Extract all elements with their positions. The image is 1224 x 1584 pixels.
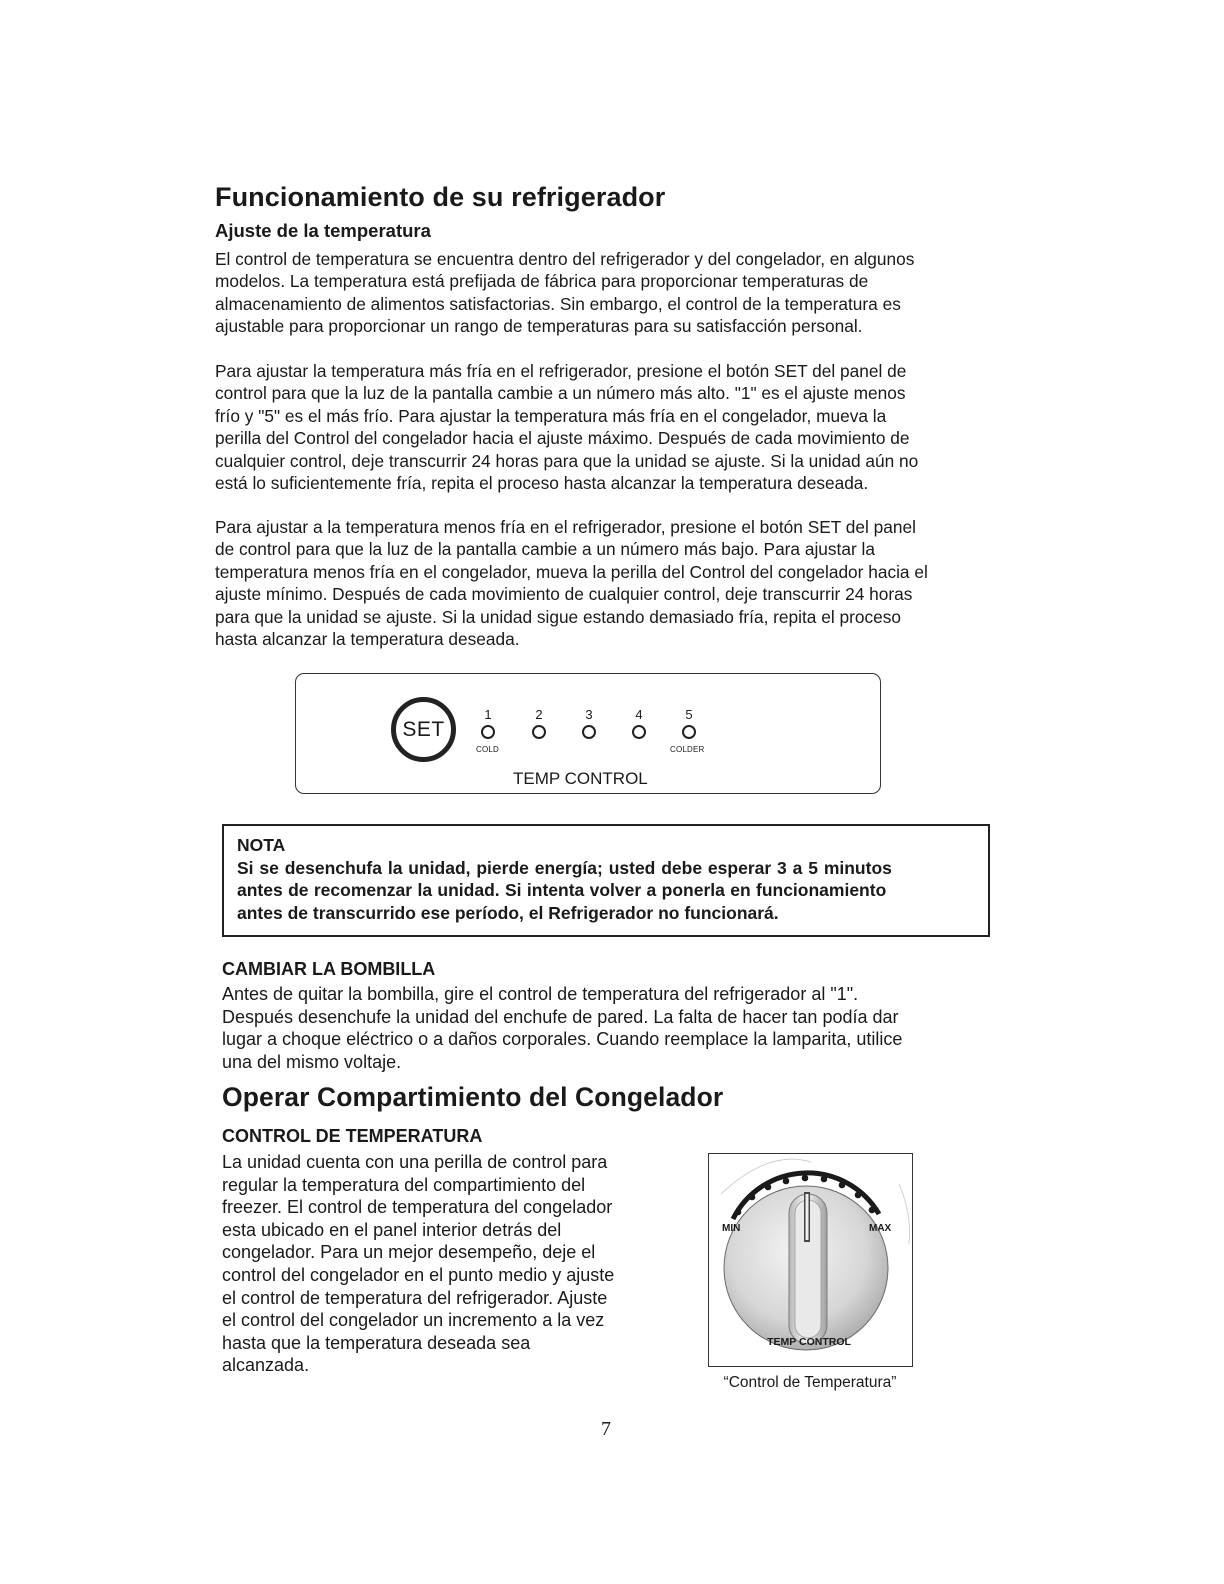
text-line: ajustable para proporcionar un rango de temperaturas para su satisfacción personal.	[215, 316, 863, 337]
dial-illustration	[709, 1154, 913, 1367]
set-button[interactable]: SET	[391, 697, 456, 762]
text-line: modelos. La temperatura está prefijada de fábrica para proporcionar temperaturas de	[215, 271, 869, 292]
level-indicator-5	[682, 725, 696, 739]
text-line: frío y "5" es el más frío. Para ajustar la temperatura más fría en el congelador, mueva la	[215, 405, 887, 426]
text-line: el control del congelador un incremento a la vez	[222, 1310, 605, 1331]
text-line: almacenamiento de alimentos satisfactorias. Sin embargo, el control de la temperatura es	[215, 293, 901, 314]
level-indicator-4	[632, 725, 646, 739]
text-line: control del congelador en el punto medio y ajuste	[222, 1264, 615, 1285]
text-line: está lo suficientemente fría, repita el proceso hasta alcanzar la temperatura deseada.	[215, 473, 869, 494]
section-subtitle: Ajuste de la temperatura	[215, 220, 431, 241]
text-line: congelador. Para un mejor desempeño, deje el	[222, 1242, 596, 1263]
text-line: temperatura menos fría en el congelador, mueva la perilla del Control del congelador hacia el	[215, 561, 928, 582]
text-line: lugar a choque eléctrico o a daños corporales. Cuando reemplace la lamparita, utilice	[222, 1029, 903, 1050]
text-line: Antes de quitar la bombilla, gire el control de temperatura del refrigerador al "1".	[222, 984, 859, 1004]
text-line: ajuste mínimo. Después de cada movimiento de cualquier control, deje transcurrir 24 horas	[215, 584, 913, 605]
level-number-1: 1	[484, 707, 492, 722]
level-indicator-2	[532, 725, 546, 739]
section-title: Operar Compartimiento del Congelador	[222, 1082, 724, 1112]
dial-min-label: MIN	[722, 1223, 741, 1234]
text-line: el control de temperatura del refrigerador. Ajuste	[222, 1287, 608, 1308]
text-line: Para ajustar a la temperatura menos fría en el refrigerador, presione el botón SET del panel	[215, 517, 916, 537]
note-title: NOTA	[237, 835, 286, 855]
text-line: esta ubicado en el panel interior detrás del	[222, 1219, 562, 1240]
level-number-3: 3	[585, 707, 593, 722]
text-line: cualquier control, deje transcurrir 24 horas para que la unidad se ajuste. Si la unidad aún no	[215, 450, 919, 471]
paragraph-1	[215, 248, 914, 338]
bulb-paragraph	[222, 983, 902, 1073]
cold-label: COLD	[476, 745, 500, 754]
bulb-title: CAMBIAR LA BOMBILLA	[222, 959, 436, 979]
text-line: alcanzada.	[222, 1355, 310, 1376]
text-line: freezer. El control de temperatura del congelador	[222, 1197, 613, 1218]
page-number: 7	[601, 1418, 611, 1440]
level-number-2: 2	[535, 707, 543, 722]
text-line: hasta que la temperatura deseada sea	[222, 1332, 531, 1353]
figure-caption: “Control de Temperatura”	[723, 1374, 897, 1391]
level-indicator-1	[481, 725, 495, 739]
text-line: La unidad cuenta con una perilla de control para	[222, 1152, 608, 1172]
text-line: El control de temperatura se encuentra dentro del refrigerador y del congelador, en algunos	[215, 249, 915, 269]
bg-arc	[899, 1184, 910, 1244]
level-number-5: 5	[685, 707, 693, 722]
text-line: hasta alcanzar la temperatura deseada.	[215, 629, 520, 650]
text-line: para que la unidad se ajuste. Si la unidad sigue estando demasiado fría, repita el proceso	[215, 606, 901, 627]
text-line: una del mismo voltaje.	[222, 1051, 402, 1072]
note-line: antes de transcurrido ese período, el Refrigerador no funcionará.	[237, 902, 779, 923]
dial-title: TEMP CONTROL	[767, 1336, 851, 1348]
note-box	[222, 824, 990, 937]
dial-max-label: MAX	[869, 1223, 892, 1234]
temp-control-dial-figure	[708, 1153, 913, 1367]
paragraph-3	[215, 516, 928, 650]
text-line: Después desenchufe la unidad del enchufe de pared. La falta de hacer tan podía dar	[222, 1006, 899, 1027]
text-line: perilla del Control del congelador hacia el ajuste máximo. Después de cada movimiento de	[215, 428, 910, 449]
level-number-4: 4	[635, 707, 643, 722]
text-line: de control para que la luz de la pantalla cambie a un número más bajo. Para ajustar la	[215, 539, 875, 560]
text-line: regular la temperatura del compartimiento del	[222, 1174, 586, 1195]
paragraph-2	[215, 360, 918, 494]
text-line: control para que la luz de la pantalla cambie a un número más alto. "1" es el ajuste menos	[215, 383, 906, 404]
text-line: Para ajustar la temperatura más fría en el refrigerador, presione el botón SET del panel de	[215, 361, 907, 381]
page-title: Funcionamiento de su refrigerador	[215, 182, 666, 212]
level-indicator-3	[582, 725, 596, 739]
note-line: Si se desenchufa la unidad, pierde energía; usted debe esperar 3 a 5 minutos	[237, 857, 892, 878]
colder-label: COLDER	[670, 745, 705, 754]
freezer-paragraph	[222, 1151, 614, 1377]
panel-title: TEMP CONTROL	[513, 769, 648, 788]
note-line: antes de recomenzar la unidad. Si intenta volver a ponerla en funcionamiento	[237, 880, 887, 901]
section-subtitle: CONTROL DE TEMPERATURA	[222, 1126, 483, 1146]
knob-pointer-highlight	[806, 1194, 809, 1240]
